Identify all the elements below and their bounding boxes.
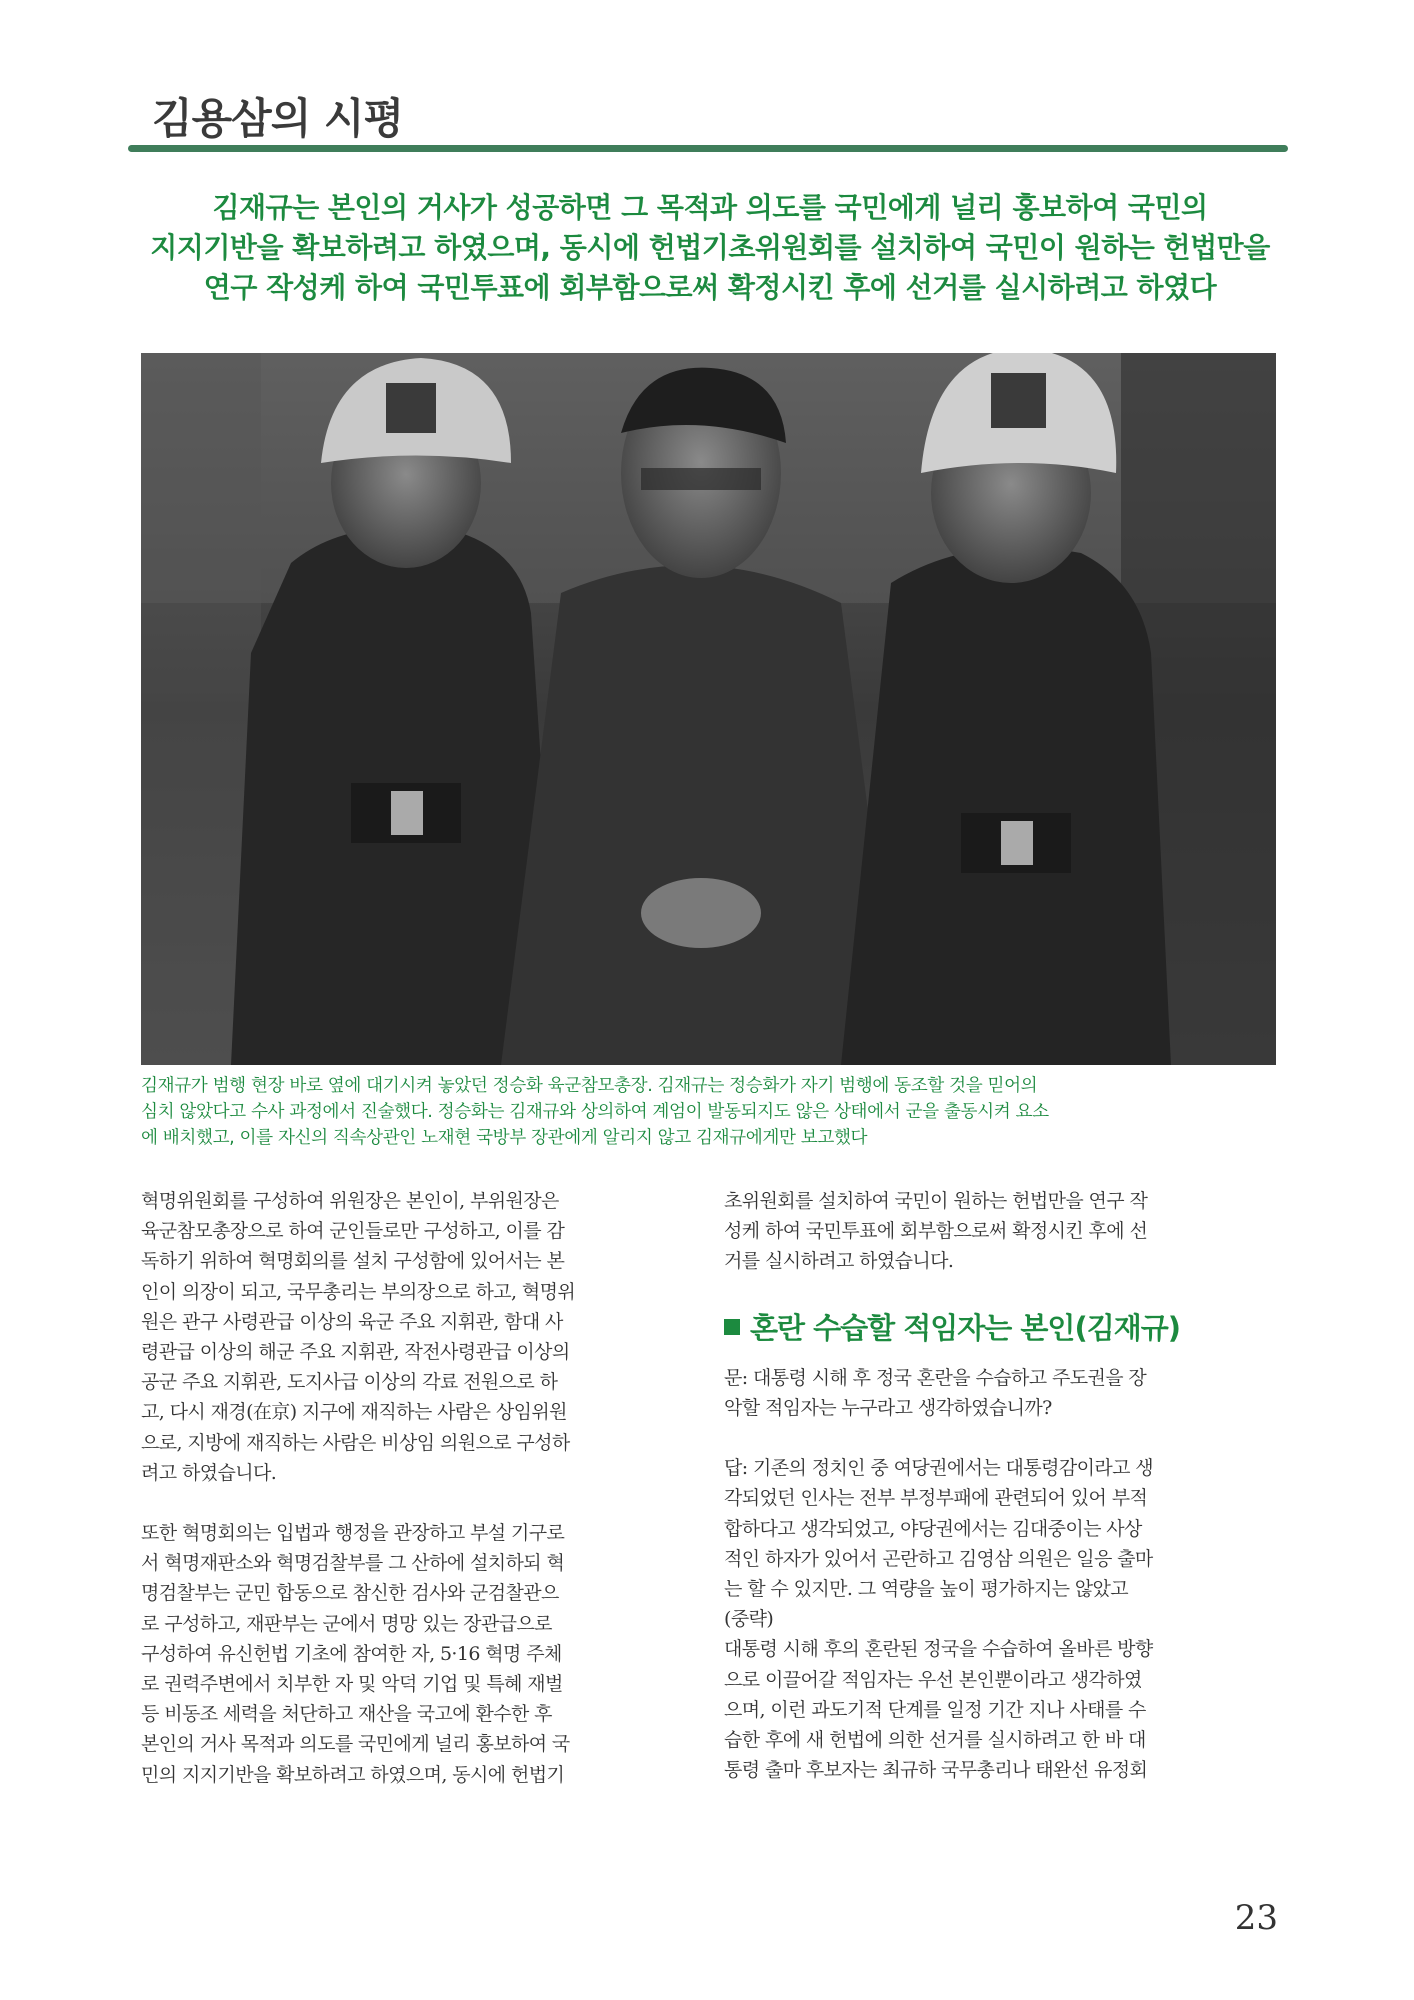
text-line: 본인의 거사 목적과 의도를 국민에게 널리 홍보하여 국 — [141, 1733, 570, 1756]
subtitle-line: 김재규는 본인의 거사가 성공하면 그 목적과 의도를 국민에게 널리 홍보하여 국민의 — [212, 191, 1208, 224]
caption-line: 김재규가 범행 현장 바로 옆에 대기시켜 놓았던 정승화 육군참모총장. 김재규는 정승화가 자기 범행에 동조할 것을 믿어의 — [141, 1076, 1038, 1096]
text-line: 초위원회를 설치하여 국민이 원하는 헌법만을 연구 작 — [724, 1190, 1148, 1212]
text-line: 민의 지지기반을 확보하려고 하였으며, 동시에 헌법기 — [141, 1763, 565, 1786]
subtitle-line: 지지기반을 확보하려고 하였으며, 동시에 헌법기초위원회를 설치하여 국민이 원하는 헌법만을 — [150, 231, 1270, 264]
caption-line: 심치 않았다고 수사 과정에서 진술했다. 정승화는 김재규와 상의하여 계엄이 발동되지도 않은 상태에서 군을 출동시켜 요소 — [141, 1102, 1049, 1122]
text-line: 거를 실시하려고 하였습니다. — [724, 1250, 954, 1273]
paragraph — [724, 1186, 1284, 1277]
text-line: 각되었던 인사는 전부 부정부패에 관련되어 있어 부적 — [724, 1487, 1148, 1510]
text-line: 고, 다시 재경(在京) 지구에 재직하는 사람은 상임위원 — [141, 1401, 567, 1424]
text-line: 혁명위원회를 구성하여 위원장은 본인이, 부위원장은 — [141, 1190, 559, 1212]
text-line: 으로 이끌어갈 적임자는 우선 본인뿐이라고 생각하였 — [724, 1668, 1142, 1691]
answer-paragraph — [724, 1453, 1284, 1785]
text-line: 악할 적임자는 누구라고 생각하였습니까? — [724, 1397, 1052, 1420]
section-heading — [724, 1310, 1284, 1345]
text-line: 습한 후에 새 헌법에 의한 선거를 실시하려고 한 바 대 — [724, 1729, 1146, 1752]
text-line: 로 권력주변에서 치부한 자 및 악덕 기업 및 특혜 재벌 — [141, 1673, 563, 1696]
text-line: 공군 주요 지휘관, 도지사급 이상의 각료 전원으로 하 — [141, 1371, 558, 1394]
square-bullet-icon — [724, 1319, 740, 1335]
text-line: (중략) — [724, 1608, 774, 1631]
text-line: 으며, 이런 과도기적 단계를 일정 기간 지나 사태를 수 — [724, 1698, 1146, 1721]
text-line: 원은 관구 사령관급 이상의 육군 주요 지휘관, 함대 사 — [141, 1310, 563, 1333]
text-line: 육군참모총장으로 하여 군인들로만 구성하고, 이를 감 — [141, 1220, 565, 1243]
page-header-title: 김용삼의 시평 — [152, 94, 404, 143]
text-line: 적인 하자가 있어서 곤란하고 김영삼 의원은 일응 출마 — [724, 1547, 1153, 1570]
text-line: 는 할 수 있지만. 그 역량을 높이 평가하지는 않았고 — [724, 1578, 1129, 1601]
caption-line: 에 배치했고, 이를 자신의 직속상관인 노재현 국방부 장관에게 알리지 않고 김재규에게만 보고했다 — [141, 1128, 868, 1148]
text-line: 령관급 이상의 해군 주요 지휘관, 작전사령관급 이상의 — [141, 1341, 570, 1364]
header-divider — [128, 145, 1288, 152]
text-line: 통령 출마 후보자는 최규하 국무총리나 태완선 유정회 — [724, 1759, 1148, 1782]
text-line: 대통령 시해 후의 혼란된 정국을 수습하여 올바른 방향 — [724, 1638, 1153, 1661]
text-line: 구성하여 유신헌법 기초에 참여한 자, 5·16 혁명 주체 — [141, 1642, 562, 1665]
text-line: 인이 의장이 되고, 국무총리는 부의장으로 하고, 혁명위 — [141, 1280, 576, 1303]
text-line: 려고 하였습니다. — [141, 1461, 277, 1484]
photo-illustration — [141, 353, 1276, 1065]
text-line: 등 비동조 세력을 처단하고 재산을 국고에 환수한 후 — [141, 1703, 552, 1726]
text-line: 답: 기존의 정치인 중 여당권에서는 대통령감이라고 생 — [724, 1457, 1154, 1480]
text-line: 명검찰부는 군민 합동으로 참신한 검사와 군검찰관으 — [141, 1582, 559, 1605]
text-line: 서 혁명재판소와 혁명검찰부를 그 산하에 설치하되 혁 — [141, 1552, 565, 1575]
subtitle-line: 연구 작성케 하여 국민투표에 회부함으로써 확정시킨 후에 선거를 실시하려고 하였다 — [203, 271, 1217, 304]
photo-caption — [141, 1073, 1281, 1151]
right-text-column — [724, 1186, 1284, 1785]
text-line: 으로, 지방에 재직하는 사람은 비상임 의원으로 구성하 — [141, 1431, 570, 1454]
left-text-column — [141, 1186, 701, 1790]
text-line: 성케 하여 국민투표에 회부함으로써 확정시킨 후에 선 — [724, 1220, 1148, 1243]
article-photo — [141, 353, 1276, 1065]
text-line: 합하다고 생각되었고, 야당권에서는 김대중이는 사상 — [724, 1517, 1142, 1540]
question-paragraph — [724, 1363, 1284, 1423]
section-heading-text: 혼란 수습할 적임자는 본인(김재규) — [750, 1310, 1180, 1345]
paragraph — [141, 1186, 701, 1488]
text-line: 또한 혁명회의는 입법과 행정을 관장하고 부설 기구로 — [141, 1522, 565, 1545]
text-line: 로 구성하고, 재판부는 군에서 명망 있는 장관급으로 — [141, 1612, 552, 1635]
page-number: 23 — [1234, 1898, 1278, 1938]
paragraph — [141, 1518, 701, 1790]
text-line: 독하기 위하여 혁명회의를 설치 구성함에 있어서는 본 — [141, 1250, 565, 1273]
article-subtitle — [130, 188, 1290, 308]
text-line: 문: 대통령 시해 후 정국 혼란을 수습하고 주도권을 장 — [724, 1366, 1147, 1389]
